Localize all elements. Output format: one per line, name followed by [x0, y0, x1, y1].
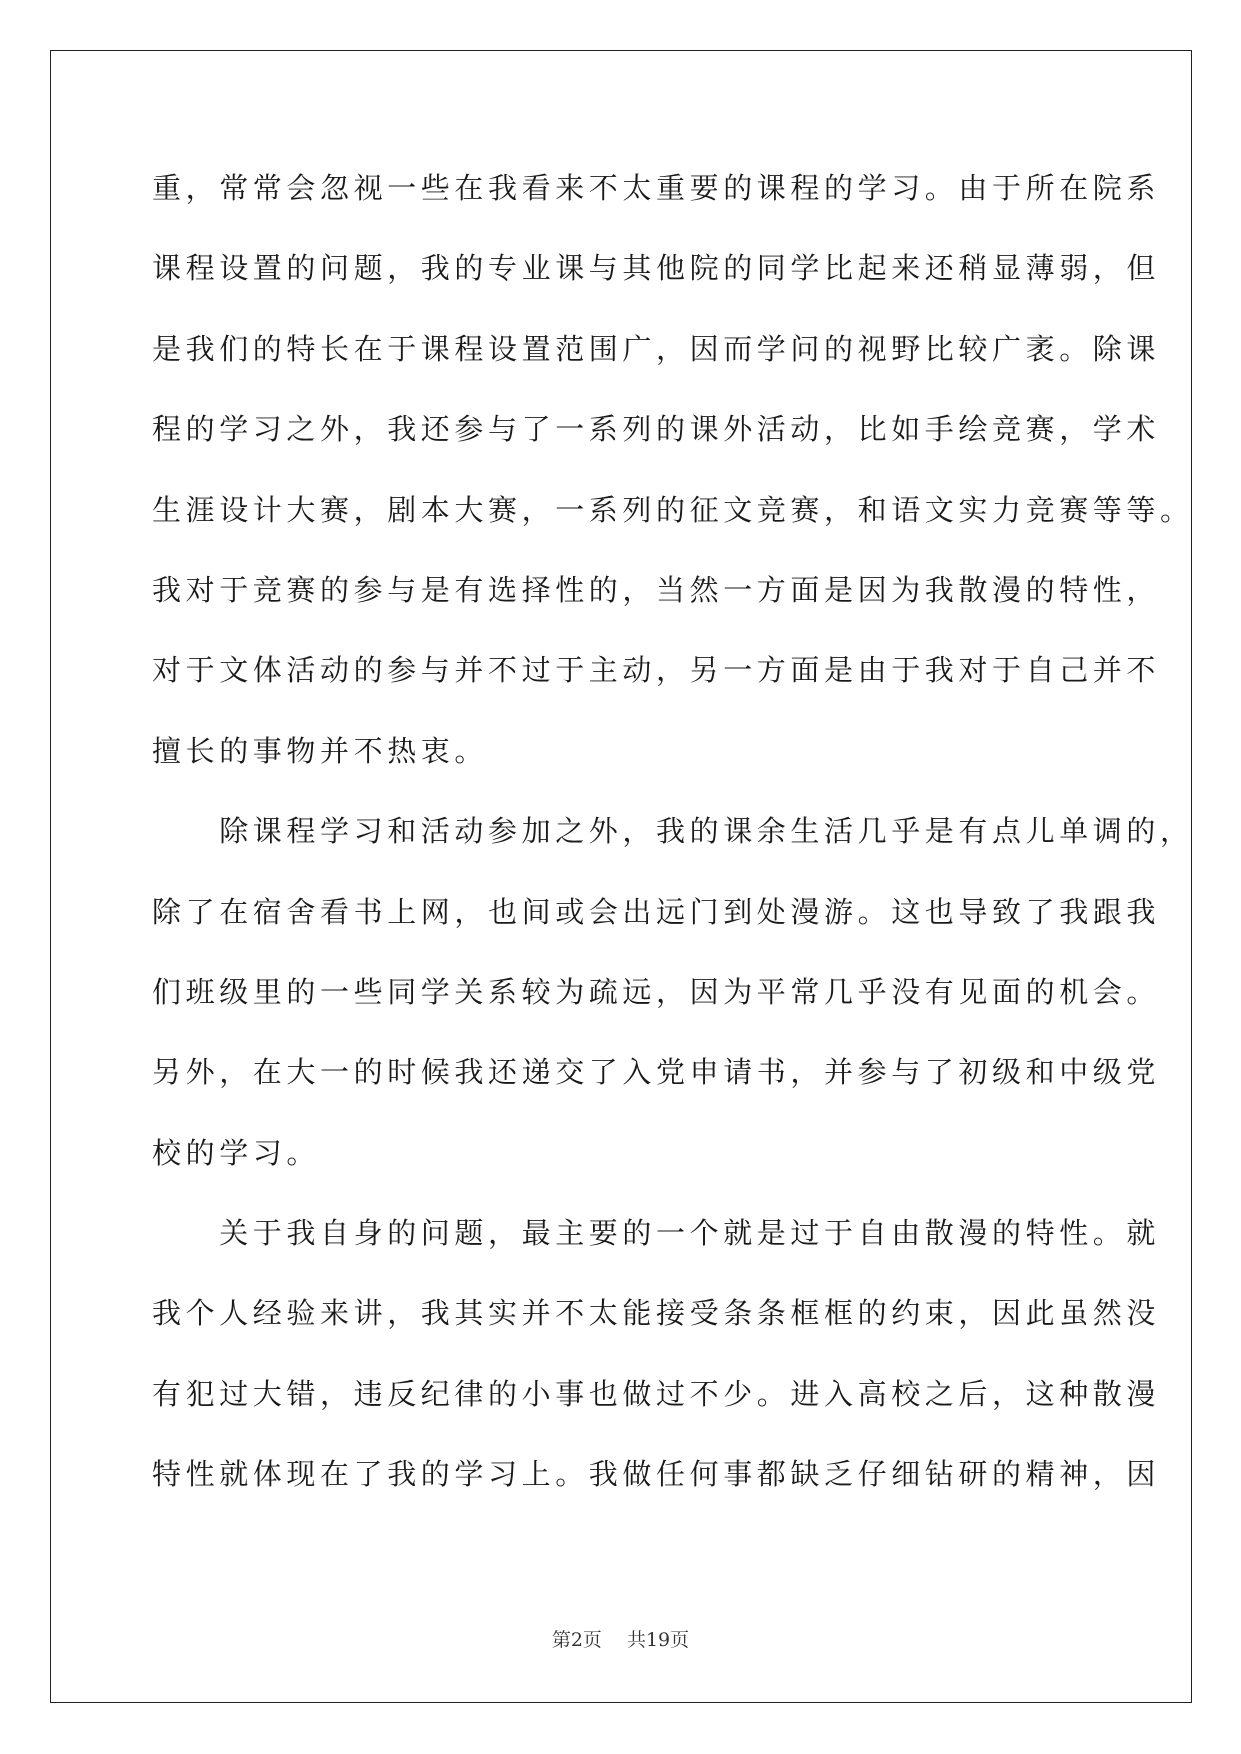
text-line-12: 另外，在大一的时候我还递交了入党申请书，并参与了初级和中级党: [152, 1055, 1161, 1090]
text-line-11: 们班级里的一些同学关系较为疏远，因为平常几乎没有见面的机会。: [152, 974, 1161, 1009]
page-number-footer: 第2页 共19页: [551, 1629, 690, 1651]
text-line-1: 重，常常会忽视一些在我看来不太重要的课程的学习。由于所在院系: [152, 171, 1161, 205]
text-line-5: 生涯设计大赛，剧本大赛，一系列的征文竞赛，和语文实力竞赛等等。: [152, 492, 1194, 527]
text-line-2: 课程设置的问题，我的专业课与其他院的同学比起来还稍显薄弱，但: [152, 251, 1161, 286]
text-line-10: 除了在宿舍看书上网，也间或会出远门到处漫游。这也导致了我跟我: [152, 894, 1161, 929]
text-line-6: 我对于竞赛的参与是有选择性的，当然一方面是因为我散漫的特性，: [152, 572, 1161, 607]
text-line-9: 除课程学习和活动参加之外，我的课余生活几乎是有点儿单调的，: [152, 814, 1194, 849]
text-line-8: 擅长的事物并不热衷。: [152, 733, 489, 768]
document-body: [152, 148, 1194, 1515]
text-line-7: 对于文体活动的参与并不过于主动，另一方面是由于我对于自己并不: [152, 653, 1161, 688]
text-line-16: 有犯过大错，违反纪律的小事也做过不少。进入高校之后，这种散漫: [152, 1376, 1161, 1411]
text-line-14: 关于我自身的问题，最主要的一个就是过于自由散漫的特性。就: [152, 1216, 1161, 1251]
text-line-13: 校的学习。: [152, 1135, 321, 1170]
text-line-15: 我个人经验来讲，我其实并不太能接受条条框框的约束，因此虽然没: [152, 1296, 1161, 1331]
text-line-4: 程的学习之外，我还参与了一系列的课外活动，比如手绘竞赛，学术: [152, 412, 1161, 447]
text-line-3: 是我们的特长在于课程设置范围广，因而学问的视野比较广袤。除课: [152, 331, 1161, 366]
text-line-17: 特性就体现在了我的学习上。我做任何事都缺乏仔细钻研的精神，因: [152, 1457, 1161, 1492]
